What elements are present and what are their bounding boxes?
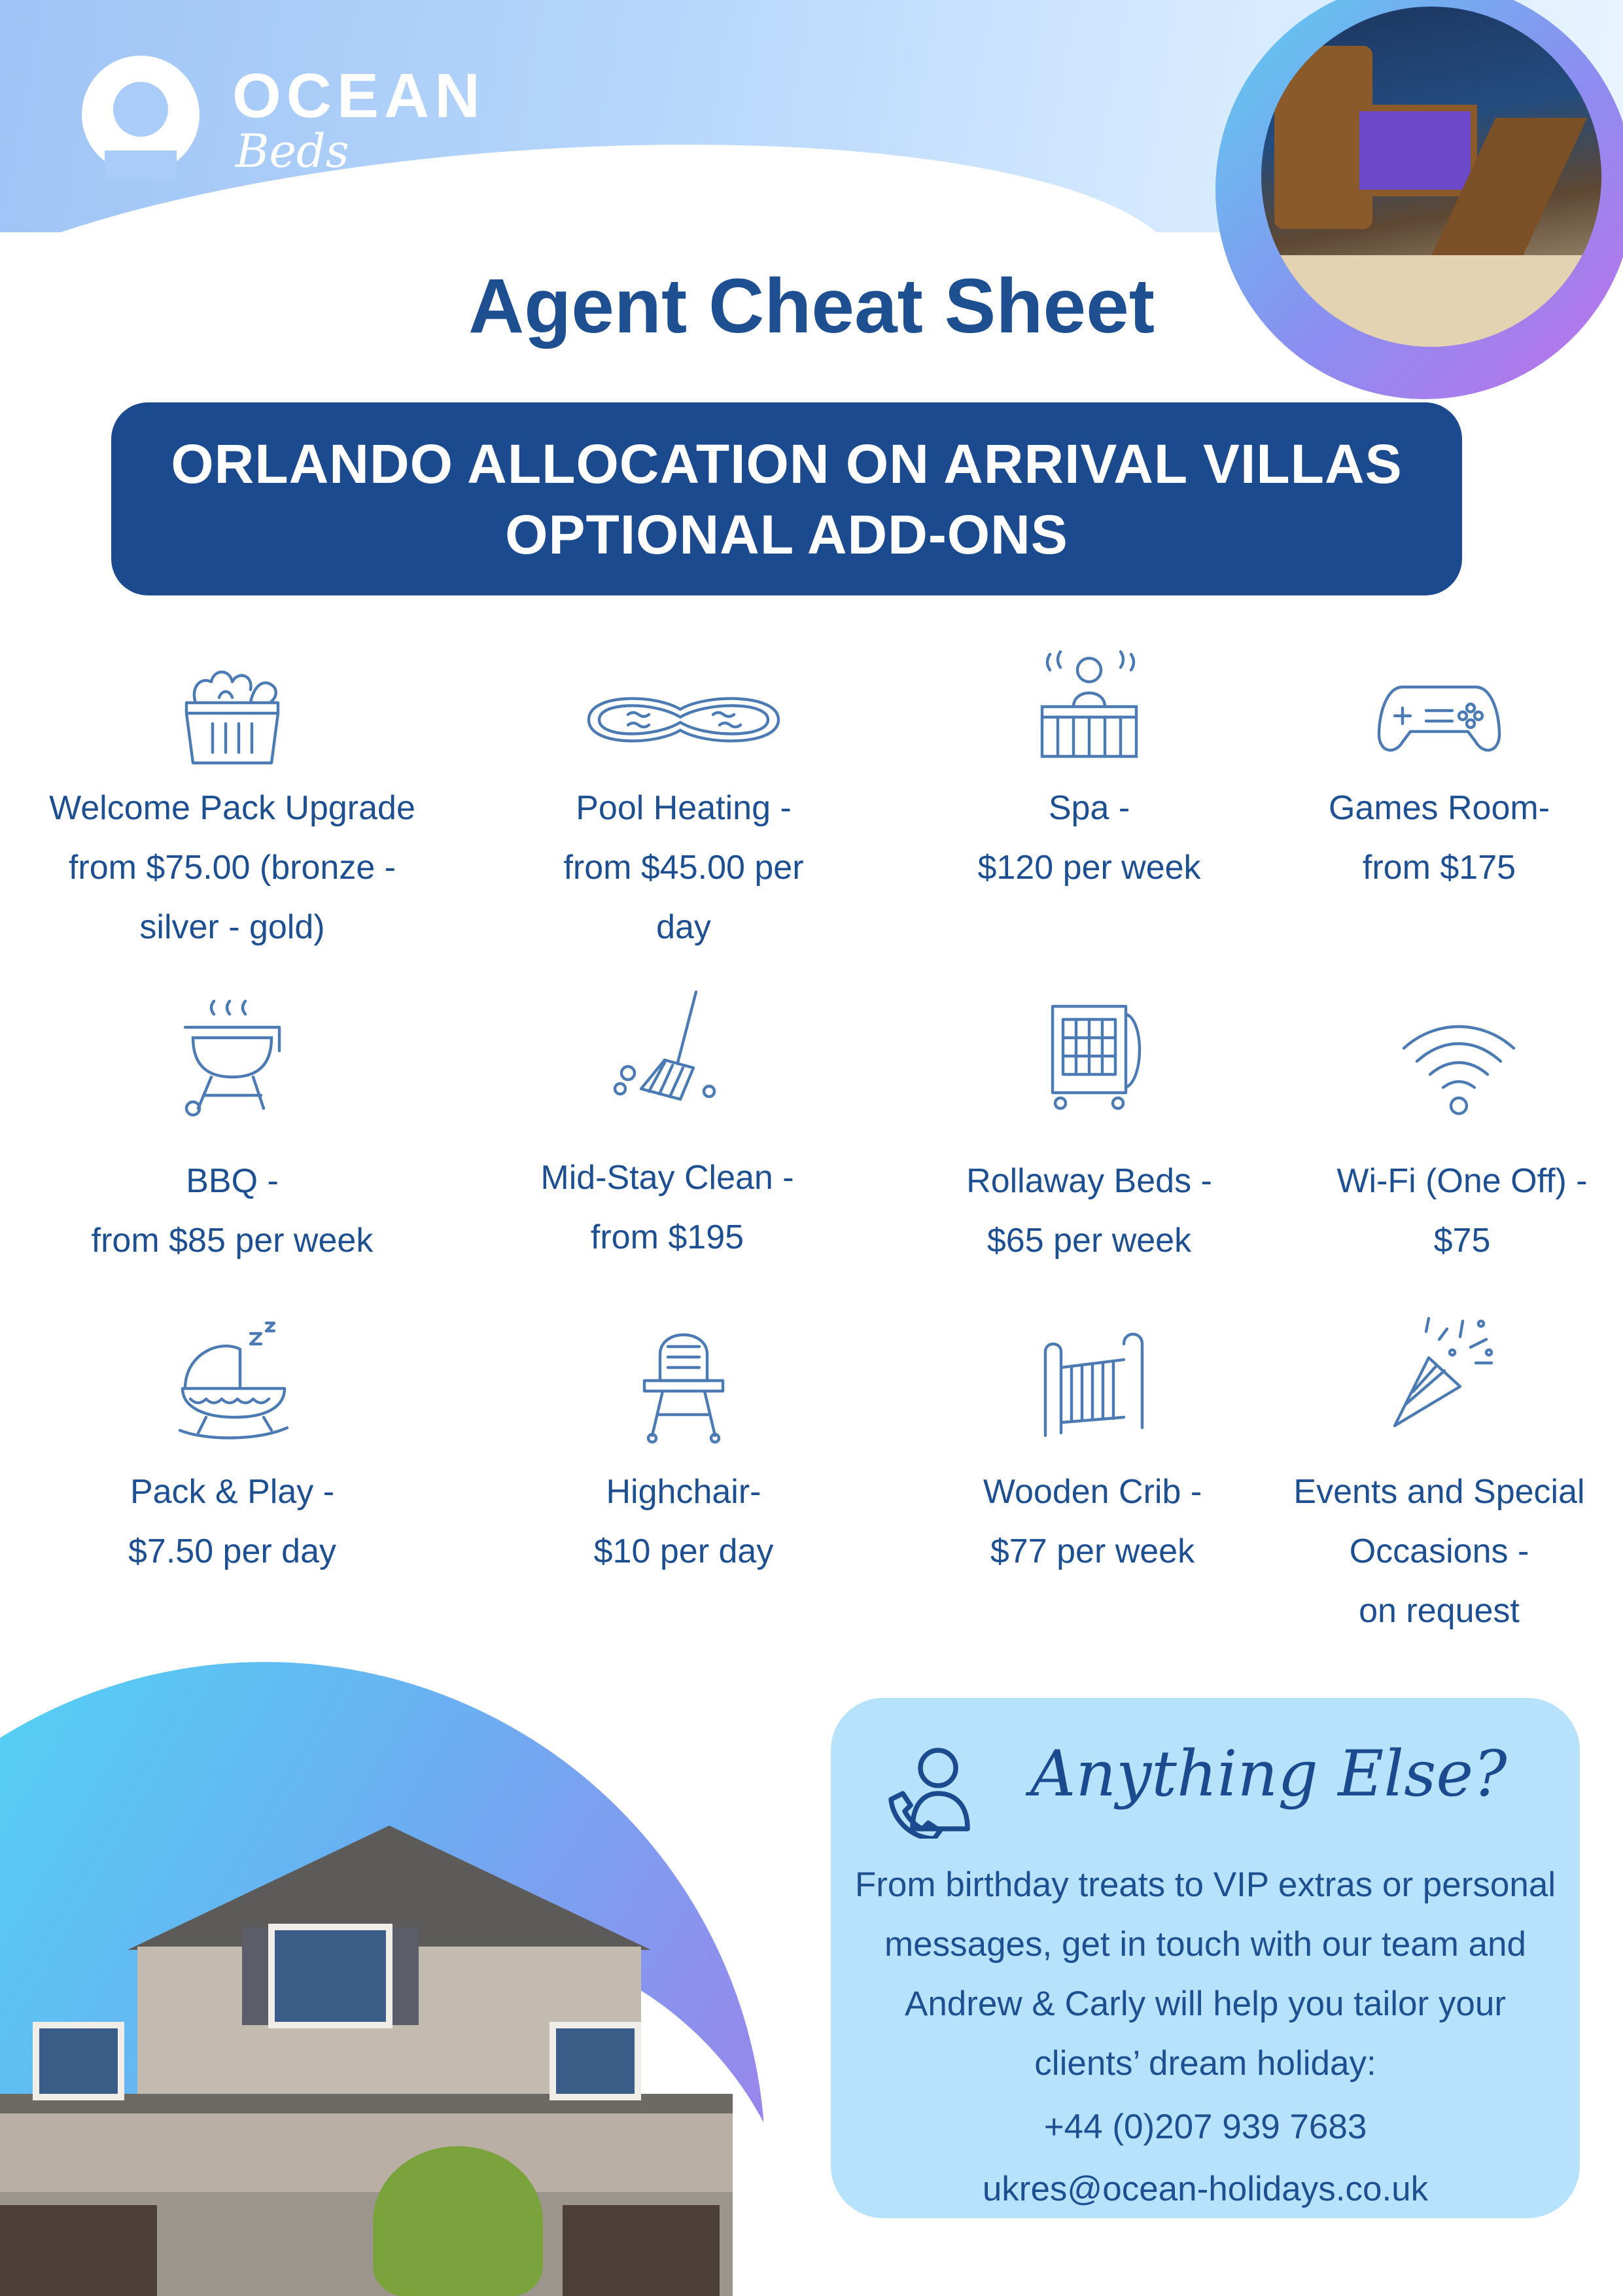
person-phone-icon bbox=[883, 1740, 981, 1839]
contact-phone[interactable]: +44 (0)207 939 7683 bbox=[1043, 2108, 1367, 2146]
party-popper-icon bbox=[1374, 1305, 1505, 1436]
contact-body: From birthday treats to VIP extras or personal messages, get in touch with our team and Andrew & Carly will help you tailor your clients’ dream holiday: bbox=[854, 1865, 1556, 2083]
page-title: Agent Cheat Sheet bbox=[468, 263, 1155, 349]
logo-subtitle: Beds bbox=[236, 124, 349, 178]
bbq-grill-icon bbox=[167, 988, 298, 1119]
rollaway-bed-icon bbox=[1024, 988, 1155, 1119]
crib-icon bbox=[1027, 1315, 1158, 1446]
banner-line-2: OPTIONAL ADD-ONS bbox=[505, 503, 1068, 565]
logo-wordmark: OCEAN bbox=[232, 61, 485, 131]
wifi-icon bbox=[1393, 1001, 1524, 1132]
addon-label: Highchair- $10 per day bbox=[593, 1473, 774, 1570]
contact-email[interactable]: ukres@ocean-holidays.co.uk bbox=[982, 2170, 1429, 2208]
addon-label: Games Room- from $175 bbox=[1328, 789, 1550, 887]
addon-label: Mid-Stay Clean - from $195 bbox=[540, 1159, 794, 1256]
addon-label: Rollaway Beds - $65 per week bbox=[966, 1162, 1212, 1260]
logo bbox=[79, 52, 497, 183]
addon-label: Wooden Crib - $77 per week bbox=[983, 1473, 1202, 1570]
addon-label: BBQ - from $85 per week bbox=[91, 1162, 374, 1260]
contact-card bbox=[831, 1698, 1580, 2218]
addon-label: Pool Heating - from $45.00 per day bbox=[563, 789, 804, 946]
addon-label: Events and Special Occasions - on request bbox=[1293, 1473, 1585, 1630]
addon-label: Pack & Play - $7.50 per day bbox=[128, 1473, 337, 1570]
broom-icon bbox=[602, 981, 733, 1112]
basket-icon bbox=[167, 648, 298, 779]
contact-heading: Anything Else? bbox=[1030, 1737, 1507, 1810]
villa-exterior-photo bbox=[0, 1826, 733, 2296]
section-banner bbox=[111, 402, 1462, 595]
bassinet-icon bbox=[167, 1315, 298, 1446]
banner-line-1: ORLANDO ALLOCATION ON ARRIVAL VILLAS bbox=[171, 433, 1403, 495]
game-controller-icon bbox=[1374, 648, 1505, 779]
addon-label: Spa - $120 per week bbox=[977, 789, 1201, 887]
addon-label: Welcome Pack Upgrade from $75.00 (bronze - silver - gold) bbox=[49, 789, 415, 946]
highchair-icon bbox=[618, 1315, 749, 1446]
hot-tub-icon bbox=[1024, 641, 1155, 772]
addon-label: Wi-Fi (One Off) - $75 bbox=[1336, 1162, 1588, 1260]
pool-icon bbox=[576, 654, 792, 785]
